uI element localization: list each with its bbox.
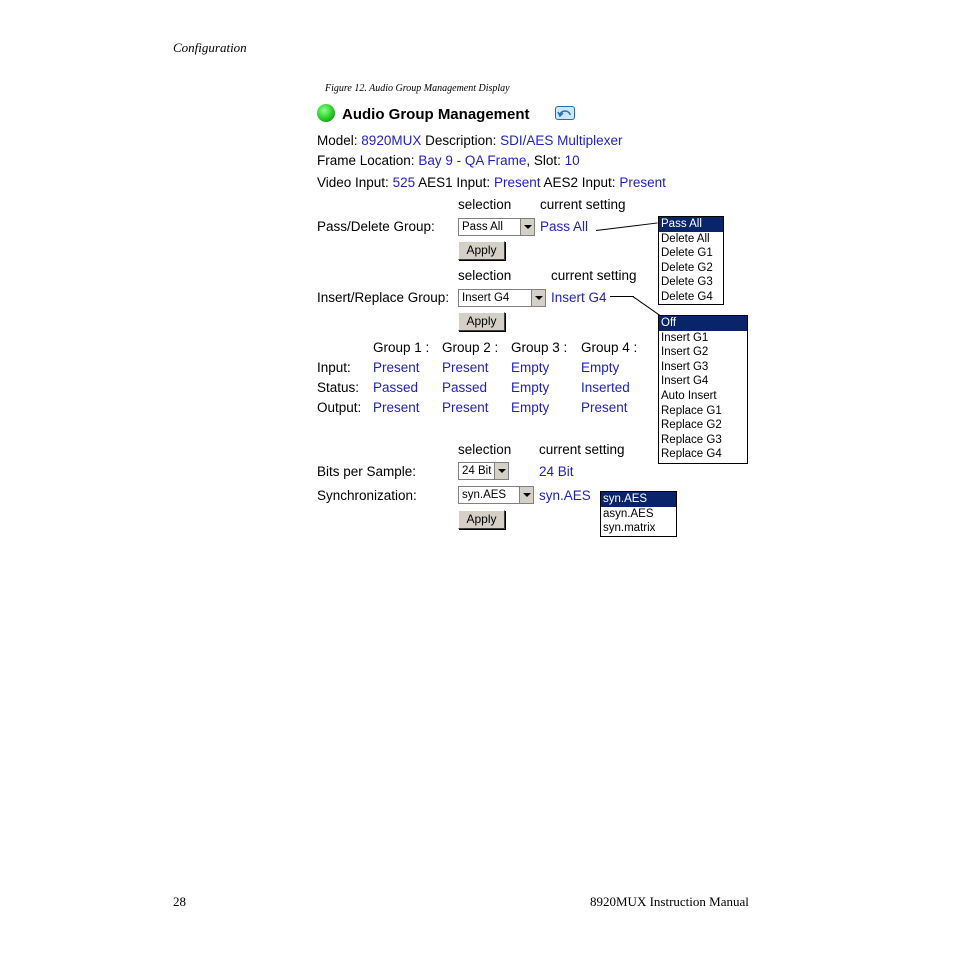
pass-delete-current: Pass All <box>540 219 589 234</box>
callout-line <box>610 296 634 297</box>
group-cell: Present <box>581 400 628 415</box>
group-header: Group 2 : <box>442 340 499 355</box>
group-row-label: Status: <box>317 380 360 395</box>
group-header: Group 4 : <box>581 340 638 355</box>
insert-replace-current: Insert G4 <box>551 290 607 305</box>
model-label: Model: <box>317 133 358 148</box>
group-row-label: Input: <box>317 360 351 375</box>
option-replace-g2[interactable]: Replace G2 <box>661 419 722 432</box>
pass-delete-selected: Pass All <box>462 221 503 233</box>
model-value: 8920MUX <box>361 133 422 148</box>
description-value: SDI/AES Multiplexer <box>500 133 623 148</box>
option-pass-all[interactable]: Pass All <box>659 217 723 232</box>
bits-select[interactable] <box>458 462 509 480</box>
group-cell: Present <box>442 400 489 415</box>
group-header: Group 3 : <box>511 340 568 355</box>
option-replace-g1[interactable]: Replace G1 <box>661 404 722 417</box>
option-insert-g2[interactable]: Insert G2 <box>661 346 709 359</box>
group-cell: Passed <box>373 380 419 395</box>
sync-current: syn.AES <box>539 488 591 503</box>
chevron-down-icon[interactable] <box>520 219 534 235</box>
sync-selected: syn.AES <box>462 489 507 501</box>
current-setting-header: current setting <box>539 442 625 457</box>
sync-select[interactable] <box>458 486 534 504</box>
group-header: Group 1 : <box>373 340 430 355</box>
option-delete-g4[interactable]: Delete G4 <box>661 290 713 303</box>
video-input-value: 525 <box>392 175 416 190</box>
sync-options[interactable] <box>600 491 677 537</box>
group-cell: Empty <box>511 360 550 375</box>
description-label: Description: <box>425 133 497 148</box>
option-replace-g4[interactable]: Replace G4 <box>661 448 722 461</box>
pass-delete-apply-button[interactable]: Apply <box>458 241 505 260</box>
group-cell: Inserted <box>581 380 630 395</box>
group-cell: Present <box>373 400 420 415</box>
group-cell: Present <box>373 360 420 375</box>
video-input-row <box>317 175 666 190</box>
page-header: Configuration <box>173 40 247 55</box>
aes1-value: Present <box>493 175 541 190</box>
figure-caption: Figure 12. Audio Group Management Display <box>325 83 510 94</box>
option-auto-insert[interactable]: Auto Insert <box>661 389 717 402</box>
insert-replace-label: Insert/Replace Group: <box>317 290 450 305</box>
frame-location-value[interactable]: Bay 9 - QA Frame <box>418 153 527 168</box>
option-syn-aes[interactable]: syn.AES <box>601 492 676 507</box>
selection-header: selection <box>458 268 512 283</box>
option-insert-g4[interactable]: Insert G4 <box>661 375 709 388</box>
option-replace-g3[interactable]: Replace G3 <box>661 433 722 446</box>
page-number: 28 <box>173 894 186 909</box>
status-led-icon <box>317 104 335 122</box>
chevron-down-icon[interactable] <box>531 290 545 306</box>
group-cell: Empty <box>511 400 550 415</box>
frame-location-label: Frame Location: <box>317 153 415 168</box>
aes2-value: Present <box>619 175 666 190</box>
chevron-down-icon[interactable] <box>519 487 533 503</box>
option-delete-all[interactable]: Delete All <box>661 232 710 245</box>
insert-replace-apply-button[interactable]: Apply <box>458 312 505 331</box>
pass-delete-label: Pass/Delete Group: <box>317 219 435 234</box>
selection-header: selection <box>458 197 512 212</box>
refresh-icon[interactable] <box>555 106 575 120</box>
insert-replace-select[interactable] <box>458 289 546 307</box>
callout-line <box>632 296 660 316</box>
frame-location-row <box>317 153 580 168</box>
page-title: Audio Group Management <box>342 106 530 123</box>
group-cell: Empty <box>511 380 550 395</box>
sync-apply-button[interactable]: Apply <box>458 510 505 529</box>
option-off[interactable]: Off <box>659 316 747 331</box>
option-syn-matrix[interactable]: syn.matrix <box>603 522 656 535</box>
current-setting-header: current setting <box>540 197 626 212</box>
model-row <box>317 133 622 148</box>
bits-current: 24 Bit <box>539 464 574 479</box>
aes1-label: AES1 Input: <box>418 175 491 190</box>
option-insert-g3[interactable]: Insert G3 <box>661 360 709 373</box>
slot-label: , Slot: <box>526 153 561 168</box>
insert-replace-selected: Insert G4 <box>462 292 510 304</box>
bits-selected: 24 Bit <box>462 465 492 477</box>
option-delete-g1[interactable]: Delete G1 <box>661 247 713 260</box>
sync-label: Synchronization: <box>317 488 417 503</box>
selection-header: selection <box>458 442 512 457</box>
aes2-label: AES2 Input: <box>543 175 616 190</box>
insert-replace-options[interactable] <box>658 315 748 464</box>
pass-delete-select[interactable] <box>458 218 535 236</box>
callout-line <box>596 222 658 231</box>
group-cell: Passed <box>442 380 488 395</box>
current-setting-header: current setting <box>551 268 637 283</box>
bits-label: Bits per Sample: <box>317 464 417 479</box>
option-delete-g3[interactable]: Delete G3 <box>661 276 713 289</box>
video-input-label: Video Input: <box>317 175 389 190</box>
group-cell: Present <box>442 360 489 375</box>
footer-title: 8920MUX Instruction Manual <box>590 894 749 909</box>
option-delete-g2[interactable]: Delete G2 <box>661 261 713 274</box>
group-cell: Empty <box>581 360 620 375</box>
group-row-label: Output: <box>317 400 362 415</box>
chevron-down-icon[interactable] <box>494 463 508 479</box>
option-asyn-aes[interactable]: asyn.AES <box>603 507 654 520</box>
slot-value[interactable]: 10 <box>564 153 580 168</box>
option-insert-g1[interactable]: Insert G1 <box>661 331 709 344</box>
pass-delete-options[interactable] <box>658 216 724 305</box>
